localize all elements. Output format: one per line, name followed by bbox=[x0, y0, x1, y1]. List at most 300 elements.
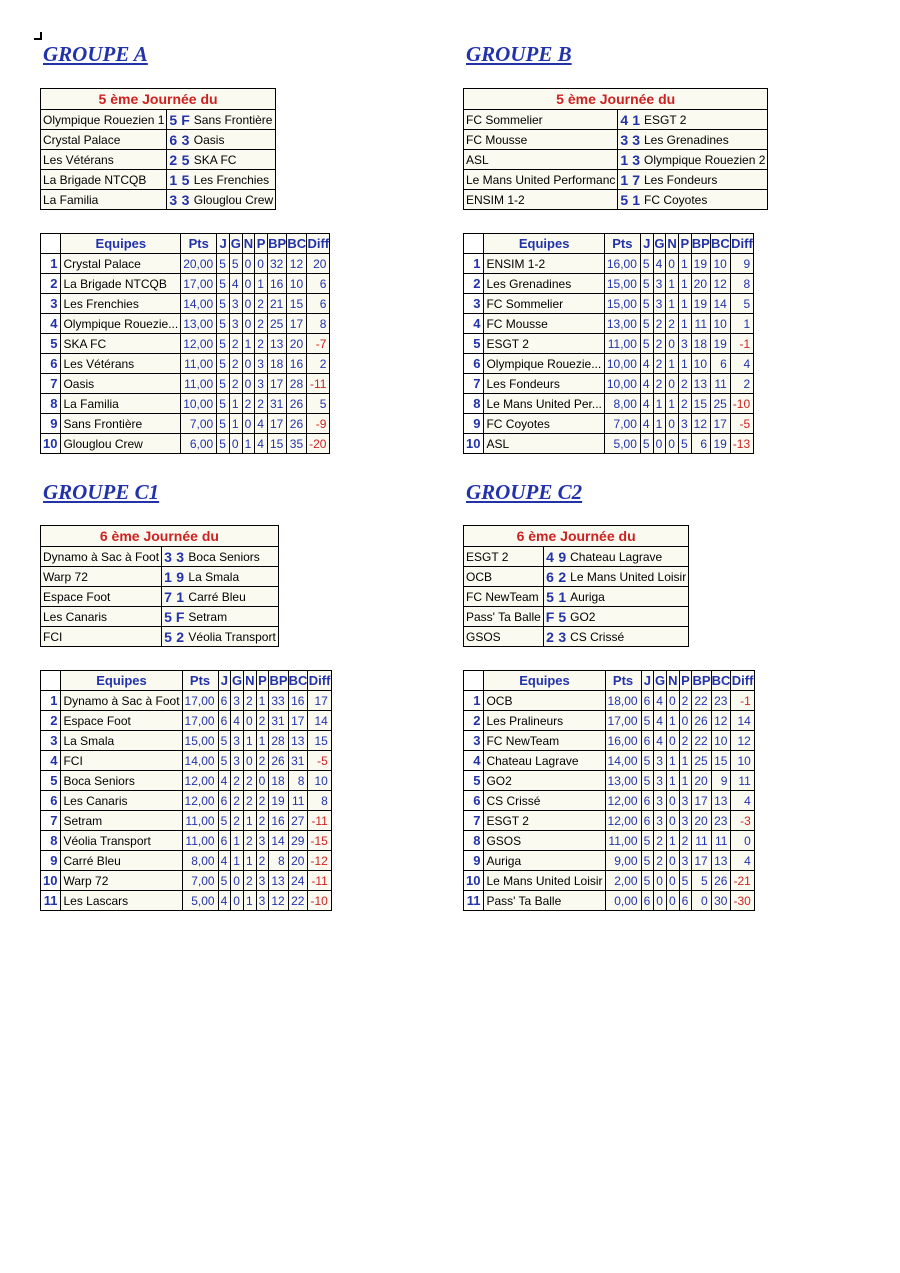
lost: 1 bbox=[679, 751, 692, 771]
match-row bbox=[464, 567, 689, 587]
played: 5 bbox=[217, 374, 230, 394]
won: 2 bbox=[231, 811, 244, 831]
points: 9,00 bbox=[605, 851, 641, 871]
goals-against: 8 bbox=[288, 771, 308, 791]
rank-header bbox=[464, 671, 484, 691]
drawn: 2 bbox=[242, 394, 255, 414]
standings-row bbox=[41, 771, 332, 791]
goals-for: 18 bbox=[269, 771, 288, 791]
drawn: 2 bbox=[666, 314, 679, 334]
goals-against: 16 bbox=[287, 354, 307, 374]
played: 5 bbox=[218, 751, 231, 771]
home-team: Warp 72 bbox=[41, 567, 162, 587]
goals-for: 33 bbox=[269, 691, 288, 711]
goals-for: 16 bbox=[269, 811, 288, 831]
home-team: Olympique Rouezien 1 bbox=[41, 110, 167, 130]
goals-for: 19 bbox=[691, 294, 710, 314]
lost: 2 bbox=[255, 394, 268, 414]
played: 5 bbox=[641, 711, 654, 731]
lost: 2 bbox=[256, 851, 269, 871]
rank: 7 bbox=[464, 811, 484, 831]
lost: 3 bbox=[256, 871, 269, 891]
goal-diff: 20 bbox=[307, 254, 330, 274]
drawn: 0 bbox=[666, 374, 679, 394]
won: 2 bbox=[229, 354, 242, 374]
match-row bbox=[464, 587, 689, 607]
standings-table bbox=[40, 670, 332, 911]
points: 12,00 bbox=[605, 791, 641, 811]
column-header: Pts bbox=[182, 671, 218, 691]
goal-diff: -13 bbox=[730, 434, 753, 454]
goals-against: 20 bbox=[287, 334, 307, 354]
lost: 3 bbox=[678, 334, 691, 354]
lost: 2 bbox=[256, 791, 269, 811]
home-score: 4 bbox=[543, 547, 556, 567]
points: 7,00 bbox=[182, 871, 218, 891]
standings-row bbox=[41, 334, 330, 354]
goals-against: 11 bbox=[711, 374, 731, 394]
team: Warp 72 bbox=[61, 871, 182, 891]
home-score: 1 bbox=[618, 150, 630, 170]
rank: 1 bbox=[41, 254, 61, 274]
rank: 6 bbox=[464, 791, 484, 811]
points: 17,00 bbox=[182, 711, 218, 731]
team: Boca Seniors bbox=[61, 771, 182, 791]
drawn: 0 bbox=[666, 791, 679, 811]
away-team: Sans Frontière bbox=[192, 110, 276, 130]
played: 5 bbox=[218, 731, 231, 751]
lost: 2 bbox=[256, 811, 269, 831]
rank: 3 bbox=[464, 294, 484, 314]
drawn: 0 bbox=[666, 851, 679, 871]
rank: 3 bbox=[41, 294, 61, 314]
goal-diff: 15 bbox=[308, 731, 331, 751]
won: 1 bbox=[231, 831, 244, 851]
home-score: 3 bbox=[162, 547, 174, 567]
team: Setram bbox=[61, 811, 182, 831]
standings-row bbox=[464, 254, 754, 274]
drawn: 1 bbox=[666, 771, 679, 791]
lost: 0 bbox=[679, 711, 692, 731]
goals-for: 13 bbox=[691, 374, 710, 394]
match-row bbox=[41, 567, 279, 587]
goals-against: 24 bbox=[288, 871, 308, 891]
goals-for: 18 bbox=[691, 334, 710, 354]
goals-for: 13 bbox=[267, 334, 286, 354]
rank: 9 bbox=[464, 414, 484, 434]
column-header: Pts bbox=[605, 671, 641, 691]
won: 3 bbox=[654, 811, 667, 831]
drawn: 1 bbox=[243, 811, 256, 831]
lost: 4 bbox=[255, 434, 268, 454]
points: 12,00 bbox=[182, 791, 218, 811]
drawn: 0 bbox=[243, 711, 256, 731]
away-score: 1 bbox=[558, 588, 567, 605]
played: 5 bbox=[217, 254, 230, 274]
home-team: FCI bbox=[41, 627, 162, 647]
points: 5,00 bbox=[182, 891, 218, 911]
team: SKA FC bbox=[61, 334, 181, 354]
standings-row bbox=[464, 851, 755, 871]
goals-against: 17 bbox=[288, 711, 308, 731]
goal-diff: -30 bbox=[731, 891, 754, 911]
team: Carré Bleu bbox=[61, 851, 182, 871]
column-header: G bbox=[231, 671, 244, 691]
points: 17,00 bbox=[605, 711, 641, 731]
played: 4 bbox=[640, 414, 653, 434]
away-team: Auriga bbox=[568, 587, 689, 607]
standings-row bbox=[41, 691, 332, 711]
won: 4 bbox=[654, 731, 667, 751]
standings-header bbox=[41, 234, 330, 254]
goals-for: 15 bbox=[691, 394, 710, 414]
home-score: F bbox=[543, 607, 556, 627]
goals-against: 23 bbox=[711, 691, 731, 711]
goals-against: 31 bbox=[288, 751, 308, 771]
drawn: 1 bbox=[666, 394, 679, 414]
goal-diff: 9 bbox=[730, 254, 753, 274]
goals-for: 25 bbox=[692, 751, 711, 771]
played: 5 bbox=[641, 851, 654, 871]
points: 10,00 bbox=[181, 394, 217, 414]
played: 4 bbox=[640, 394, 653, 414]
goals-for: 25 bbox=[267, 314, 286, 334]
points: 7,00 bbox=[604, 414, 640, 434]
points: 11,00 bbox=[605, 831, 641, 851]
played: 5 bbox=[217, 334, 230, 354]
won: 2 bbox=[653, 374, 666, 394]
standings-row bbox=[464, 374, 754, 394]
match-row bbox=[464, 130, 768, 150]
won: 2 bbox=[653, 314, 666, 334]
drawn: 2 bbox=[243, 691, 256, 711]
played: 4 bbox=[218, 851, 231, 871]
goal-diff: -9 bbox=[307, 414, 330, 434]
rank: 4 bbox=[464, 314, 484, 334]
points: 12,00 bbox=[182, 771, 218, 791]
away-team: FC Coyotes bbox=[642, 190, 768, 210]
column-header: BC bbox=[287, 234, 307, 254]
home-score: 5 bbox=[618, 190, 630, 210]
won: 5 bbox=[229, 254, 242, 274]
goals-against: 13 bbox=[711, 791, 731, 811]
standings-row bbox=[464, 811, 755, 831]
team: FC Sommelier bbox=[484, 294, 604, 314]
rank: 2 bbox=[41, 274, 61, 294]
team: Les Fondeurs bbox=[484, 374, 604, 394]
lost: 1 bbox=[678, 254, 691, 274]
group-title: GROUPE C1 bbox=[43, 480, 160, 504]
lost: 1 bbox=[255, 274, 268, 294]
drawn: 1 bbox=[243, 731, 256, 751]
match-row bbox=[41, 110, 276, 130]
rank: 10 bbox=[41, 434, 61, 454]
goal-diff: 1 bbox=[730, 314, 753, 334]
goal-diff: -20 bbox=[307, 434, 330, 454]
column-header: G bbox=[229, 234, 242, 254]
goal-diff: -11 bbox=[308, 871, 331, 891]
away-team: Le Mans United Loisir bbox=[568, 567, 689, 587]
away-score: 3 bbox=[632, 131, 640, 148]
played: 5 bbox=[640, 334, 653, 354]
home-score: 5 bbox=[543, 587, 556, 607]
standings-row bbox=[41, 374, 330, 394]
standings-row bbox=[41, 851, 332, 871]
rank: 4 bbox=[464, 751, 484, 771]
goals-against: 12 bbox=[287, 254, 307, 274]
goals-for: 32 bbox=[267, 254, 286, 274]
rank-header bbox=[464, 234, 484, 254]
points: 13,00 bbox=[604, 314, 640, 334]
standings-row bbox=[464, 711, 755, 731]
home-team: Dynamo à Sac à Foot bbox=[41, 547, 162, 567]
team: Les Canaris bbox=[61, 791, 182, 811]
column-header: BC bbox=[288, 671, 308, 691]
goals-for: 26 bbox=[692, 711, 711, 731]
standings-row bbox=[464, 434, 754, 454]
goals-for: 17 bbox=[267, 414, 286, 434]
goal-diff: -7 bbox=[307, 334, 330, 354]
match-row bbox=[464, 170, 768, 190]
points: 13,00 bbox=[605, 771, 641, 791]
lost: 3 bbox=[679, 791, 692, 811]
team: Dynamo à Sac à Foot bbox=[61, 691, 182, 711]
home-team: Espace Foot bbox=[41, 587, 162, 607]
goals-against: 20 bbox=[288, 851, 308, 871]
column-header: BC bbox=[711, 234, 731, 254]
team: Oasis bbox=[61, 374, 181, 394]
drawn: 0 bbox=[666, 871, 679, 891]
drawn: 0 bbox=[666, 891, 679, 911]
team: Les Pralineurs bbox=[484, 711, 605, 731]
lost: 3 bbox=[678, 414, 691, 434]
standings-row bbox=[464, 414, 754, 434]
goal-diff: 6 bbox=[307, 274, 330, 294]
lost: 3 bbox=[679, 851, 692, 871]
team: Espace Foot bbox=[61, 711, 182, 731]
points: 17,00 bbox=[182, 691, 218, 711]
standings-table bbox=[463, 233, 754, 454]
goal-diff: 0 bbox=[731, 831, 754, 851]
goal-diff: 10 bbox=[308, 771, 331, 791]
drawn: 0 bbox=[242, 314, 255, 334]
won: 2 bbox=[229, 334, 242, 354]
team: Glouglou Crew bbox=[61, 434, 181, 454]
lost: 3 bbox=[256, 831, 269, 851]
goal-diff: 14 bbox=[731, 711, 754, 731]
standings-row bbox=[464, 891, 755, 911]
lost: 1 bbox=[678, 294, 691, 314]
team: ESGT 2 bbox=[484, 811, 605, 831]
goals-for: 17 bbox=[692, 851, 711, 871]
played: 5 bbox=[217, 314, 230, 334]
group-title: GROUPE B bbox=[466, 42, 572, 66]
standings-row bbox=[41, 751, 332, 771]
drawn: 2 bbox=[243, 771, 256, 791]
home-team: FC NewTeam bbox=[464, 587, 544, 607]
team: CS Crissé bbox=[484, 791, 605, 811]
standings-row bbox=[464, 294, 754, 314]
standings-row bbox=[41, 294, 330, 314]
team: Les Grenadines bbox=[484, 274, 604, 294]
played: 5 bbox=[218, 811, 231, 831]
match-row bbox=[464, 607, 689, 627]
played: 6 bbox=[218, 691, 231, 711]
drawn: 1 bbox=[666, 831, 679, 851]
team: La Familia bbox=[61, 394, 181, 414]
away-score: 1 bbox=[632, 111, 640, 128]
drawn: 1 bbox=[666, 274, 679, 294]
lost: 3 bbox=[679, 811, 692, 831]
standings-row bbox=[464, 751, 755, 771]
rank: 1 bbox=[464, 254, 484, 274]
away-score: 2 bbox=[174, 627, 187, 647]
standings-row bbox=[41, 434, 330, 454]
home-score: 5 bbox=[162, 607, 174, 627]
played: 6 bbox=[641, 691, 654, 711]
points: 0,00 bbox=[605, 891, 641, 911]
goals-for: 28 bbox=[269, 731, 288, 751]
won: 0 bbox=[231, 891, 244, 911]
goals-for: 20 bbox=[692, 771, 711, 791]
goals-against: 19 bbox=[711, 334, 731, 354]
team: La Smala bbox=[61, 731, 182, 751]
home-score: 4 bbox=[618, 110, 630, 130]
standings-row bbox=[464, 691, 755, 711]
goals-for: 12 bbox=[269, 891, 288, 911]
goal-diff: -11 bbox=[308, 811, 331, 831]
points: 18,00 bbox=[605, 691, 641, 711]
drawn: 0 bbox=[666, 434, 679, 454]
standings-row bbox=[41, 254, 330, 274]
away-score: 7 bbox=[632, 171, 640, 188]
results-table bbox=[463, 525, 689, 647]
home-team: FC Sommelier bbox=[464, 110, 618, 130]
goals-for: 21 bbox=[267, 294, 286, 314]
drawn: 0 bbox=[243, 751, 256, 771]
team: Pass' Ta Balle bbox=[484, 891, 605, 911]
won: 2 bbox=[231, 791, 244, 811]
goal-diff: 2 bbox=[730, 374, 753, 394]
goals-against: 14 bbox=[711, 294, 731, 314]
goals-against: 10 bbox=[711, 731, 731, 751]
column-header: J bbox=[217, 234, 230, 254]
goal-diff: 2 bbox=[307, 354, 330, 374]
column-header: N bbox=[666, 671, 679, 691]
team: GSOS bbox=[484, 831, 605, 851]
won: 3 bbox=[231, 751, 244, 771]
match-row bbox=[41, 170, 276, 190]
away-score: 3 bbox=[632, 151, 640, 168]
drawn: 2 bbox=[243, 831, 256, 851]
drawn: 0 bbox=[666, 414, 679, 434]
lost: 2 bbox=[678, 394, 691, 414]
goals-for: 0 bbox=[692, 891, 711, 911]
match-row bbox=[464, 190, 768, 210]
away-score: 3 bbox=[179, 130, 192, 150]
lost: 4 bbox=[255, 414, 268, 434]
goals-for: 10 bbox=[691, 354, 710, 374]
played: 5 bbox=[641, 771, 654, 791]
won: 3 bbox=[229, 314, 242, 334]
away-score: F bbox=[175, 608, 185, 625]
won: 3 bbox=[654, 791, 667, 811]
away-team: Chateau Lagrave bbox=[568, 547, 689, 567]
drawn: 2 bbox=[243, 791, 256, 811]
standings-header bbox=[464, 671, 755, 691]
played: 5 bbox=[217, 434, 230, 454]
won: 2 bbox=[653, 334, 666, 354]
goal-diff: -1 bbox=[730, 334, 753, 354]
rank: 6 bbox=[41, 791, 61, 811]
standings-row bbox=[41, 414, 330, 434]
team: ASL bbox=[484, 434, 604, 454]
won: 0 bbox=[654, 871, 667, 891]
goals-against: 13 bbox=[711, 851, 731, 871]
goals-against: 23 bbox=[711, 811, 731, 831]
drawn: 0 bbox=[242, 374, 255, 394]
won: 3 bbox=[653, 294, 666, 314]
played: 5 bbox=[217, 414, 230, 434]
points: 8,00 bbox=[604, 394, 640, 414]
journee-label: 5 ème Journée du bbox=[556, 91, 676, 107]
won: 4 bbox=[654, 711, 667, 731]
won: 3 bbox=[231, 691, 244, 711]
goals-against: 11 bbox=[711, 831, 731, 851]
rank: 2 bbox=[41, 711, 61, 731]
team: Chateau Lagrave bbox=[484, 751, 605, 771]
played: 5 bbox=[640, 434, 653, 454]
goal-diff: -11 bbox=[307, 374, 330, 394]
column-header: J bbox=[641, 671, 654, 691]
rank-header bbox=[41, 671, 61, 691]
points: 15,00 bbox=[182, 731, 218, 751]
away-score: 9 bbox=[174, 567, 187, 587]
won: 3 bbox=[654, 751, 667, 771]
drawn: 1 bbox=[242, 334, 255, 354]
home-team: ASL bbox=[464, 150, 618, 170]
away-team: La Smala bbox=[186, 567, 278, 587]
rank: 2 bbox=[464, 274, 484, 294]
won: 2 bbox=[229, 374, 242, 394]
home-score: 5 bbox=[167, 110, 179, 130]
won: 2 bbox=[654, 831, 667, 851]
goal-diff: 6 bbox=[307, 294, 330, 314]
away-team: Boca Seniors bbox=[186, 547, 278, 567]
home-score: 3 bbox=[167, 190, 179, 210]
points: 16,00 bbox=[604, 254, 640, 274]
rank: 2 bbox=[464, 711, 484, 731]
goals-against: 35 bbox=[287, 434, 307, 454]
standings-row bbox=[464, 771, 755, 791]
match-row bbox=[41, 547, 279, 567]
team: ESGT 2 bbox=[484, 334, 604, 354]
team: Les Frenchies bbox=[61, 294, 181, 314]
lost: 1 bbox=[256, 731, 269, 751]
lost: 6 bbox=[679, 891, 692, 911]
standings-row bbox=[464, 831, 755, 851]
won: 2 bbox=[653, 354, 666, 374]
standings-row bbox=[41, 811, 332, 831]
home-team: Pass' Ta Balle bbox=[464, 607, 544, 627]
goals-against: 6 bbox=[711, 354, 731, 374]
match-row bbox=[464, 110, 768, 130]
goal-diff: 11 bbox=[731, 771, 754, 791]
lost: 2 bbox=[255, 334, 268, 354]
team: La Brigade NTCQB bbox=[61, 274, 181, 294]
goals-against: 19 bbox=[711, 434, 731, 454]
drawn: 1 bbox=[666, 354, 679, 374]
